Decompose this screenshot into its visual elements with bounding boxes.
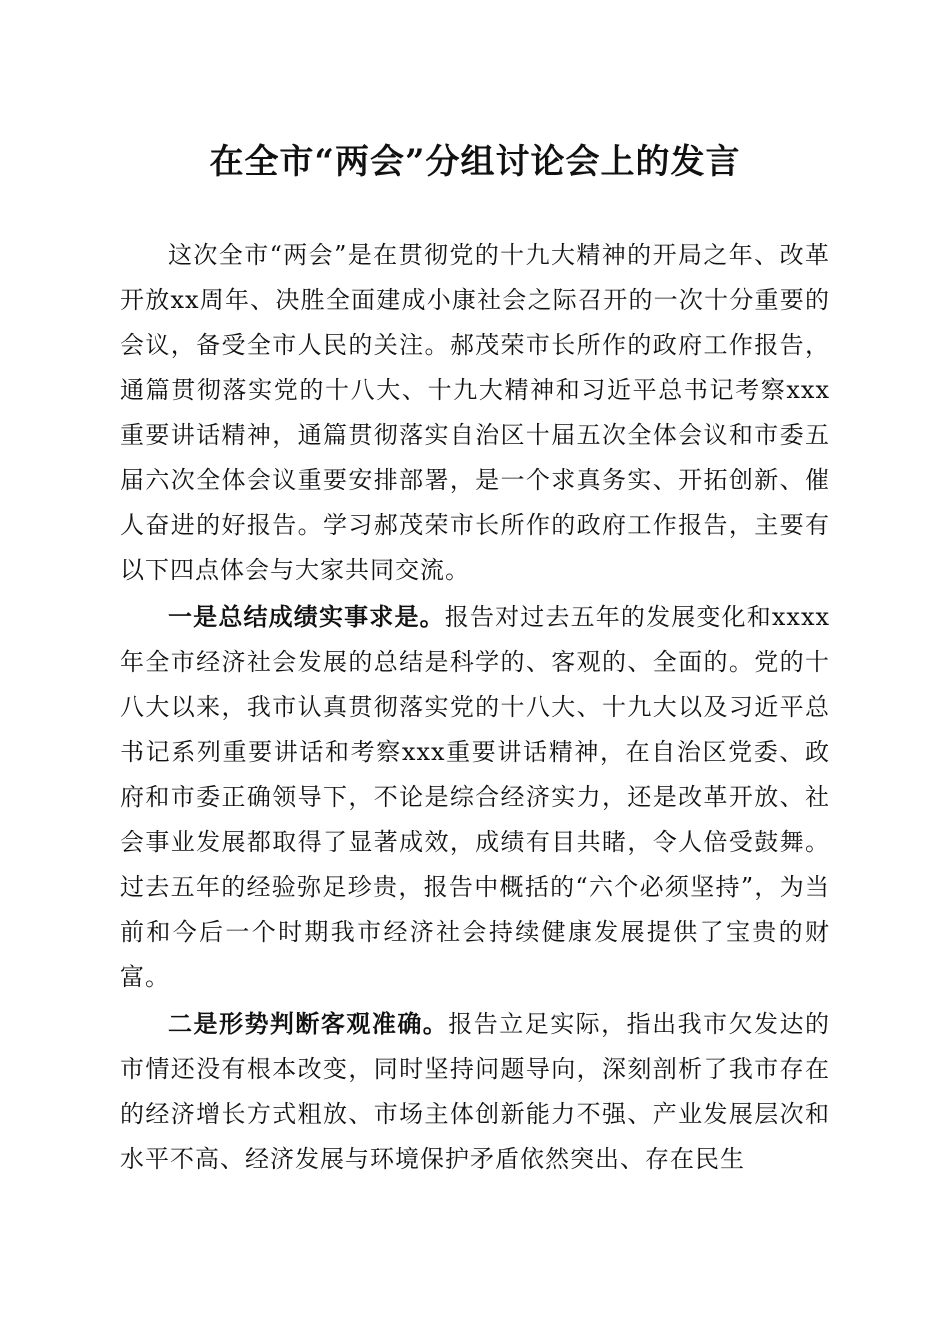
document-body bbox=[120, 233, 830, 1182]
paragraph-point-two bbox=[120, 1001, 830, 1182]
paragraph-point-two-heading: 二是形势判断客观准确。 bbox=[168, 1009, 449, 1038]
paragraph-intro-text: 这次全市“两会”是在贯彻党的十九大精神的开局之年、改革开放xx周年、决胜全面建成小康社会之际召开的一次十分重要的会议，备受全市人民的关注。郝茂荣市长所作的政府工作报告，通篇贯彻落实党的十八大、十九大精神和习近平总书记考察xxx重要讲话精神，通篇贯彻落实自治区十届五次全体会议和市委五届六次全体会议重要安排部署，是一个求真务实、开拓创新、催人奋进的好报告。学习郝茂荣市长所作的政府工作报告，主要有以下四点体会与大家共同交流。 bbox=[120, 241, 830, 584]
paragraph-point-one-text: 报告对过去五年的发展变化和xxxx年全市经济社会发展的总结是科学的、客观的、全面的。党的十八大以来，我市认真贯彻落实党的十八大、十九大以及习近平总书记系列重要讲话和考察xxx重要讲话精神，在自治区党委、政府和市委正确领导下，不论是综合经济实力，还是改革开放、社会事业发展都取得了显著成效，成绩有目共睹，令人倍受鼓舞。过去五年的经验弥足珍贵，报告中概括的“六个必须坚持”，为当前和今后一个时期我市经济社会持续健康发展提供了宝贵的财富。 bbox=[120, 603, 831, 991]
paragraph-point-two-text: 报告立足实际，指出我市欠发达的市情还没有根本改变，同时坚持问题导向，深刻剖析了我市存在的经济增长方式粗放、市场主体创新能力不强、产业发展层次和水平不高、经济发展与环境保护矛盾依然突出、存在民生 bbox=[120, 1010, 831, 1173]
document-title: 在全市“两会”分组讨论会上的发言 bbox=[209, 142, 741, 182]
paragraph-point-one-heading: 一是总结成绩实事求是。 bbox=[168, 602, 445, 631]
paragraph-intro bbox=[120, 233, 830, 593]
paragraph-point-one bbox=[120, 594, 830, 1000]
